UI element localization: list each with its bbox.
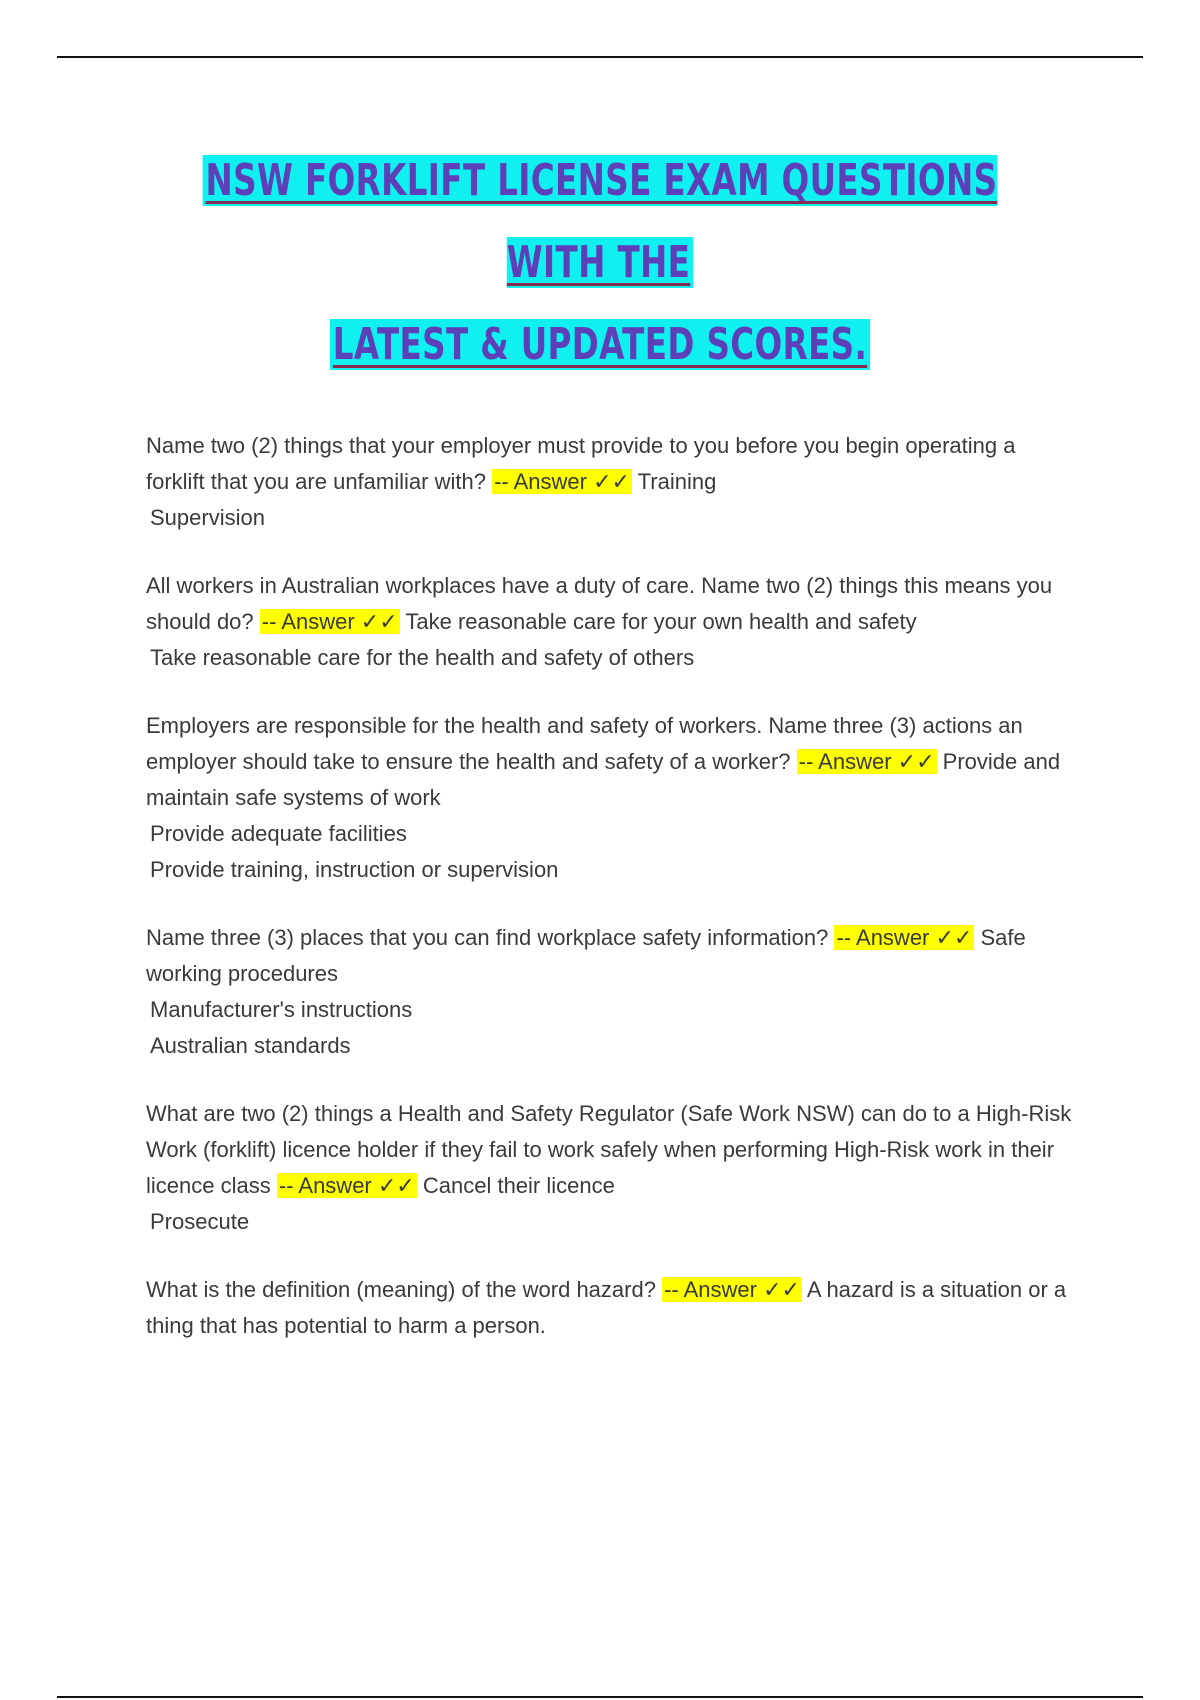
qa-item (146, 1272, 1076, 1344)
answer-marker: -- Answer ✓✓ (494, 469, 630, 494)
answer-text: Safe working procedures (146, 925, 1026, 986)
answer-marker: -- Answer ✓✓ (278, 1173, 415, 1198)
question-text: Name two (2) things that your employer must provide to you before you begin operating a forklift that you are unfamiliar with? (146, 433, 1016, 494)
question-text: What is the definition (meaning) of the word hazard? (146, 1277, 656, 1302)
top-rule (57, 56, 1143, 58)
answer-line: Provide training, instruction or supervision (150, 857, 559, 882)
answer-line: Prosecute (150, 1209, 250, 1234)
document-title (156, 140, 1044, 386)
question-text: Employers are responsible for the health and safety of workers. Name three (3) actions an employer should take to ensure the health and safety of a worker? (146, 713, 1023, 774)
title-line-2: LATEST & UPDATED SCORES. (330, 319, 870, 370)
question-text: All workers in Australian workplaces have a duty of care. Name two (2) things this means you should do? (146, 573, 1053, 634)
answer-text: Training (637, 469, 717, 494)
qa-list (146, 428, 1076, 1376)
answer-marker: -- Answer ✓✓ (798, 749, 935, 774)
qa-item (146, 1096, 1076, 1240)
bottom-rule (57, 1696, 1143, 1698)
answer-line: Take reasonable care for the health and safety of others (150, 645, 695, 670)
answer-text: A hazard is a situation or a thing that has potential to harm a person. (146, 1277, 1067, 1338)
answer-marker: -- Answer ✓✓ (836, 925, 973, 950)
answer-marker: -- Answer ✓✓ (261, 609, 398, 634)
answer-line: Manufacturer's instructions (150, 997, 413, 1022)
answer-line: Provide adequate facilities (150, 821, 407, 846)
answer-line: Australian standards (150, 1033, 351, 1058)
answer-text: Take reasonable care for your own health and safety (405, 609, 917, 634)
qa-item (146, 428, 1076, 536)
answer-text: Cancel their licence (422, 1173, 615, 1198)
qa-item (146, 920, 1076, 1064)
answer-line: Supervision (150, 505, 265, 530)
question-text: What are two (2) things a Health and Safety Regulator (Safe Work NSW) can do to a High-Risk Work (forklift) licence holder if they fail to work safely when performing High-Risk work in their licence class (146, 1101, 1072, 1198)
qa-item (146, 708, 1076, 888)
question-text: Name three (3) places that you can find workplace safety information? (146, 925, 829, 950)
title-line-1: NSW FORKLIFT LICENSE EXAM QUESTIONS WITH THE (203, 155, 998, 288)
answer-marker: -- Answer ✓✓ (664, 1277, 800, 1302)
qa-item (146, 568, 1076, 676)
answer-text: Provide and maintain safe systems of work (146, 749, 1061, 810)
